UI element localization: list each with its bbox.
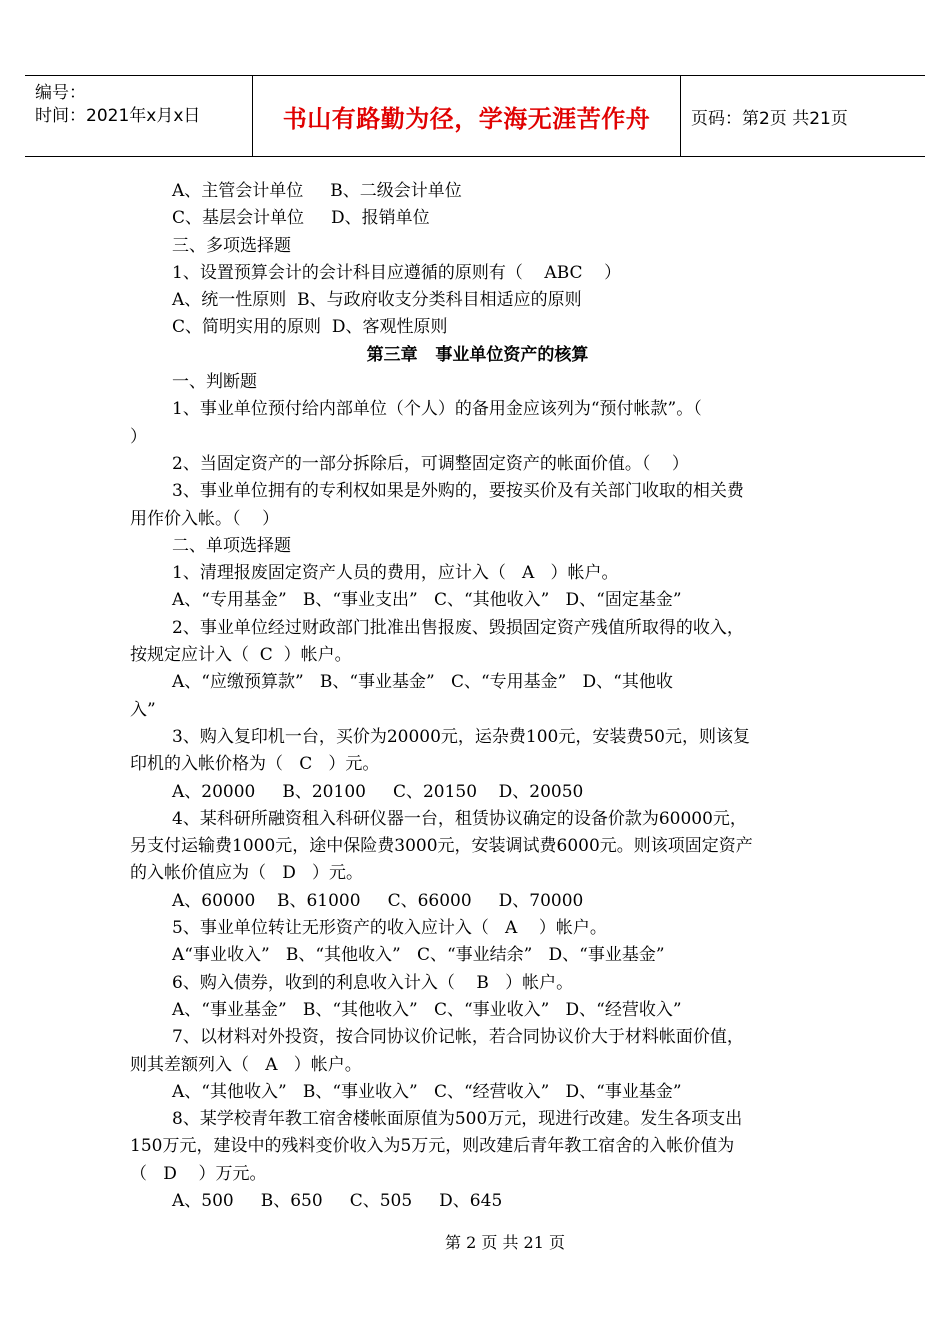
header-page-info [681,76,925,156]
text-line: A、“应缴预算款” B、“事业基金” C、“专用基金” D、“其他收 [172,672,673,693]
text-line: 1、清理报废固定资产人员的费用，应计入（ A ）帐户。 [172,563,619,584]
header-motto-cell [253,76,681,156]
text-line: 3、事业单位拥有的专利权如果是外购的，要按买价及有关部门收取的相关费 [172,481,744,502]
text-line: 一、判断题 [172,372,257,393]
text-line: A、统一性原则 B、与政府收支分类科目相适应的原则 [172,290,582,311]
text-line: 另支付运输费1000元，途中保险费3000元，安装调试费6000元。则该项固定资产 [130,836,753,857]
number-label: 编号： [35,83,86,103]
text-line: A“事业收入” B、“其他收入” C、“事业结余” D、“事业基金” [172,945,665,966]
text-line: 的入帐价值应为（ D ）元。 [130,863,364,884]
text-line: 7、以材料对外投资，按合同协议价记帐，若合同协议价大于材料帐面价值， [172,1027,744,1048]
text-line: A、“事业基金” B、“其他收入” C、“事业收入” D、“经营收入” [172,999,682,1020]
text-line: 150万元，建设中的残料变价收入为5万元，则改建后青年教工宿舍的入帐价值为 [130,1136,735,1157]
text-line: 入” [130,699,156,720]
text-line: C、基层会计单位 D、报销单位 [172,208,430,229]
text-line: A、主管会计单位 B、二级会计单位 [172,181,462,201]
page-info-text: 页码：第2页 共21页 [691,108,848,129]
text-line: 三、多项选择题 [172,235,291,256]
text-line: C、简明实用的原则 D、客观性原则 [172,317,448,338]
text-line: 则其差额列入（ A ）帐户。 [130,1054,362,1075]
text-line: 用作价入帐。（ ） [130,508,280,529]
text-line: 3、购入复印机一台，买价为20000元，运杂费100元，安装费50元，则该复 [172,726,750,747]
motto-text: 书山有路勤为径，学海无涯苦作舟 [282,104,651,133]
text-line: A、60000 B、61000 C、66000 D、70000 [172,890,584,911]
text-line: A、“专用基金” B、“事业支出” C、“其他收入” D、“固定基金” [172,590,682,611]
page-footer: 第 2 页 共 21 页 [445,1233,565,1252]
text-line: 二、单项选择题 [172,535,291,556]
text-line: （ D ）万元。 [130,1163,267,1184]
text-line: A、500 B、650 C、505 D、645 [172,1190,503,1211]
page-header [25,75,925,157]
text-line: A、20000 B、20100 C、20150 D、20050 [172,781,584,802]
text-line: 6、购入债券，收到的利息收入计入（ B ）帐户。 [172,972,574,993]
text-line: 1、设置预算会计的会计科目应遵循的原则有（ ABC ） [172,262,622,283]
text-line: ） [130,426,147,447]
text-line: 2、当固定资产的一部分拆除后，可调整固定资产的帐面价值。（ ） [172,453,689,474]
text-line: 印机的入帐价格为（ C ）元。 [130,754,380,775]
text-line: 8、某学校青年教工宿舍楼帐面原值为500万元，现进行改建。发生各项支出 [172,1109,743,1130]
chapter-heading: 第三章 事业单位资产的核算 [366,344,589,365]
text-line: 2、事业单位经过财政部门批准出售报废、毁损固定资产残值所取得的收入， [172,617,744,638]
document-body [130,178,825,1215]
text-line: 1、事业单位预付给内部单位（个人）的备用金应该列为“预付帐款”。（ [172,399,702,420]
text-line: 5、事业单位转让无形资产的收入应计入（ A ）帐户。 [172,918,607,939]
text-line: 4、某科研所融资租入科研仪器一台，租赁协议确定的设备价款为60000元， [172,808,747,829]
text-line: 按规定应计入（ C ）帐户。 [130,645,352,666]
time-label: 时间：2021年x月x日 [35,106,201,126]
text-line: A、“其他收入” B、“事业收入” C、“经营收入” D、“事业基金” [172,1081,682,1102]
header-meta [25,76,253,156]
